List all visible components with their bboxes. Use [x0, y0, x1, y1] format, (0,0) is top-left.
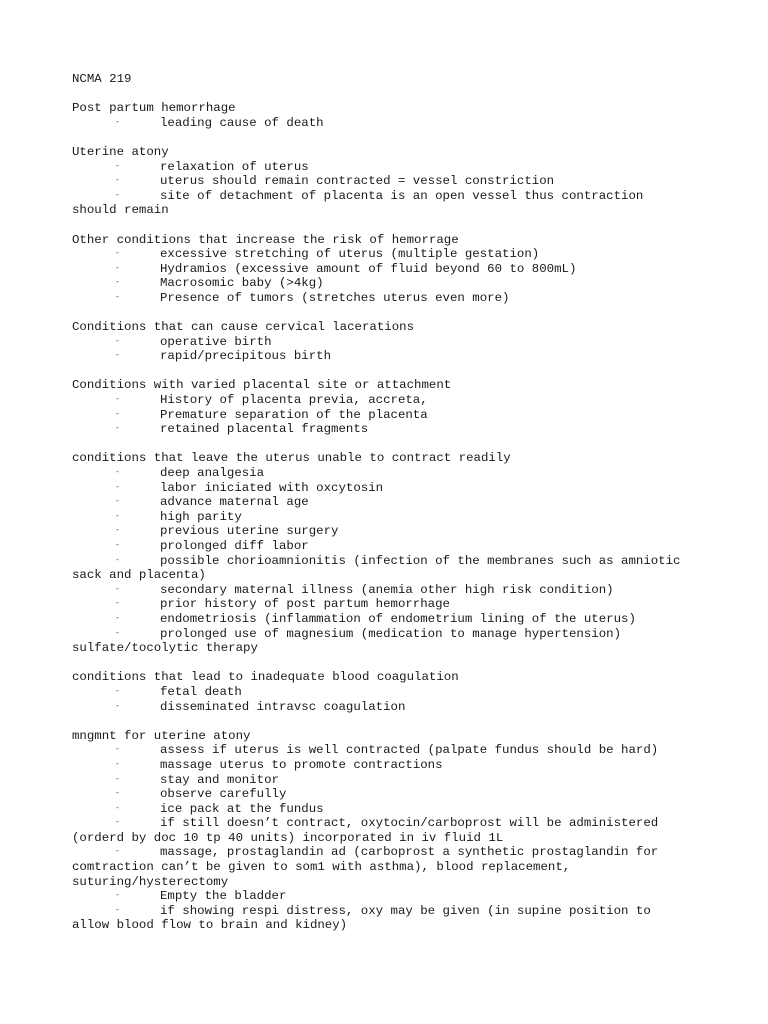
- bullet-dash-icon: -: [115, 847, 120, 857]
- list-item-text: assess if uterus is well contracted (palpate fundus should be hard): [160, 743, 659, 758]
- list-item-text: relaxation of uterus: [160, 159, 309, 174]
- section-spacer: [72, 364, 768, 379]
- section-heading: conditions that lead to inadequate blood coagulation: [72, 670, 459, 685]
- section: [72, 378, 768, 436]
- section: [72, 101, 768, 130]
- bullet-dash-icon: -: [115, 161, 120, 171]
- list-item: [72, 189, 768, 218]
- list-item-text: massage uterus to promote contractions: [160, 757, 443, 772]
- list-item-text: prolonged diff labor: [160, 539, 309, 553]
- list-item-text: if showing respi distress, oxy may be given (in supine position to: [160, 903, 651, 918]
- list-item-text: Hydramios (excessive amount of fluid beyond 60 to 800mL): [160, 261, 577, 276]
- list-item: [72, 845, 768, 889]
- list-item-text: excessive stretching of uterus (multiple gestation): [160, 247, 540, 262]
- section-heading: Conditions with varied placental site or attachment: [72, 378, 452, 393]
- list-item-text: massage, prostaglandin ad (carboprost a synthetic prostaglandin for: [160, 845, 659, 860]
- list-item: [72, 889, 768, 904]
- bullet-dash-icon: -: [115, 424, 120, 434]
- list-item: [72, 787, 768, 802]
- bullet-dash-icon: -: [115, 584, 120, 594]
- list-item: [72, 700, 768, 715]
- bullet-dash-icon: -: [115, 278, 120, 288]
- list-item: [72, 627, 768, 656]
- bullet-dash-icon: -: [115, 774, 120, 784]
- list-item: [72, 802, 768, 817]
- list-item-text: endometriosis (inflammation of endometrium lining of the uterus): [160, 611, 636, 626]
- bullet-dash-icon: -: [115, 541, 120, 550]
- bullet-dash-icon: -: [115, 818, 120, 828]
- list-item-text: high parity: [160, 509, 242, 524]
- bullet-dash-icon: -: [115, 511, 120, 521]
- section: [72, 320, 768, 364]
- list-item: [72, 554, 768, 583]
- list-item-continuation: should remain: [72, 203, 169, 218]
- list-item-text: possible chorioamnionitis (infection of the membranes such as amniotic: [160, 553, 681, 568]
- bullet-dash-icon: -: [115, 336, 120, 346]
- list-item-text: observe carefully: [160, 787, 287, 802]
- list-item: [72, 422, 768, 437]
- section-spacer: [72, 87, 768, 102]
- list-item: [72, 393, 768, 408]
- bullet-dash-icon: -: [115, 526, 120, 536]
- section-spacer: [72, 656, 768, 671]
- list-item-continuation: sulfate/tocolytic therapy: [72, 641, 258, 656]
- list-item: [72, 612, 768, 627]
- bullet-dash-icon: -: [115, 759, 120, 769]
- bullet-dash-icon: -: [115, 628, 120, 638]
- list-item-text: Macrosomic baby (>4kg): [160, 276, 324, 291]
- section-heading: Post partum hemorrhage: [72, 101, 236, 116]
- list-item: [72, 291, 768, 306]
- bullet-dash-icon: -: [115, 117, 120, 127]
- list-item: [72, 510, 768, 525]
- bullet-dash-icon: -: [115, 351, 120, 361]
- list-item: [72, 481, 768, 496]
- section-heading: conditions that leave the uterus unable to contract readily: [72, 451, 511, 466]
- bullet-dash-icon: -: [115, 176, 120, 186]
- list-item: [72, 524, 768, 539]
- section: [72, 729, 768, 933]
- bullet-dash-icon: -: [115, 613, 120, 623]
- list-item: [72, 276, 768, 291]
- bullet-dash-icon: -: [115, 409, 120, 419]
- list-item-continuation: allow blood flow to brain and kidney): [72, 918, 348, 933]
- bullet-dash-icon: -: [115, 686, 120, 696]
- list-item-text: Premature separation of the placenta: [160, 407, 428, 422]
- document-body: [72, 87, 768, 933]
- list-item-text: prolonged use of magnesium (medication to manage hypertension): [160, 626, 622, 641]
- section-spacer: [72, 714, 768, 729]
- list-item-text: leading cause of death: [160, 115, 324, 130]
- list-item-text: if still doesn’t contract, oxytocin/carboprost will be administered: [160, 816, 659, 831]
- list-item: [72, 773, 768, 788]
- list-item-text: advance maternal age: [160, 495, 309, 510]
- bullet-dash-icon: -: [115, 789, 120, 799]
- section-heading: Uterine atony: [72, 144, 169, 159]
- section: [72, 145, 768, 218]
- bullet-dash-icon: -: [115, 803, 120, 813]
- list-item-text: History of placenta previa, accreta,: [160, 393, 428, 408]
- section-heading: Other conditions that increase the risk of hemorrage: [72, 232, 459, 247]
- section: [72, 670, 768, 714]
- list-item: [72, 262, 768, 277]
- section-spacer: [72, 218, 768, 233]
- list-item: [72, 160, 768, 175]
- bullet-dash-icon: -: [115, 249, 120, 259]
- list-item-text: site of detachment of placenta is an open vessel thus contraction: [160, 188, 644, 203]
- bullet-dash-icon: -: [115, 190, 120, 200]
- list-item: [72, 743, 768, 758]
- list-item-continuation: (orderd by doc 10 tp 40 units) incorporated in iv fluid 1L: [72, 830, 504, 845]
- list-item-text: secondary maternal illness (anemia other high risk condition): [160, 582, 614, 597]
- list-item-text: operative birth: [160, 334, 272, 349]
- section-heading: Conditions that can cause cervical lacerations: [72, 320, 415, 335]
- section: [72, 233, 768, 306]
- bullet-dash-icon: -: [115, 745, 120, 755]
- list-item-continuation: sack and placenta): [72, 568, 206, 583]
- list-item: [72, 408, 768, 423]
- list-item-text: rapid/precipitous birth: [160, 349, 332, 364]
- list-item: [72, 685, 768, 700]
- list-item-text: disseminated intravsc coagulation: [160, 699, 406, 714]
- bullet-dash-icon: -: [115, 292, 120, 302]
- bullet-dash-icon: -: [115, 395, 120, 405]
- section-heading: mngmnt for uterine atony: [72, 728, 251, 743]
- bullet-dash-icon: -: [115, 263, 120, 273]
- list-item: [72, 174, 768, 189]
- list-item-text: stay and monitor: [160, 772, 279, 787]
- list-item: [72, 904, 768, 933]
- list-item-text: prior history of post partum hemorrhage: [160, 597, 450, 612]
- list-item-continuation: comtraction can’t be given to som1 with asthma), blood replacement, suturing/hysterectomy: [72, 860, 571, 889]
- list-item: [72, 247, 768, 262]
- list-item: [72, 597, 768, 612]
- bullet-dash-icon: -: [115, 599, 120, 609]
- list-item: [72, 116, 768, 131]
- list-item: [72, 583, 768, 598]
- list-item: [72, 349, 768, 364]
- section-spacer: [72, 130, 768, 145]
- bullet-dash-icon: -: [115, 468, 120, 478]
- bullet-dash-icon: -: [115, 701, 120, 711]
- list-item-text: fetal death: [160, 684, 242, 699]
- bullet-dash-icon: -: [115, 905, 120, 915]
- list-item-text: labor iniciated with oxcytosin: [160, 480, 384, 495]
- section-spacer: [72, 306, 768, 321]
- bullet-dash-icon: -: [115, 482, 120, 492]
- list-item: [72, 335, 768, 350]
- bullet-dash-icon: -: [115, 555, 120, 565]
- list-item-text: Empty the bladder: [160, 889, 287, 904]
- section-spacer: [72, 437, 768, 452]
- list-item: [72, 539, 768, 554]
- list-item-text: ice pack at the fundus: [160, 801, 324, 816]
- section: [72, 451, 768, 655]
- list-item: [72, 758, 768, 773]
- list-item-text: retained placental fragments: [160, 422, 369, 437]
- list-item-text: previous uterine surgery: [160, 524, 339, 539]
- list-item-text: Presence of tumors (stretches uterus even more): [160, 290, 510, 305]
- bullet-dash-icon: -: [115, 497, 120, 507]
- list-item-text: deep analgesia: [160, 466, 265, 481]
- bullet-dash-icon: -: [115, 891, 120, 901]
- list-item: [72, 495, 768, 510]
- document-title: NCMA 219: [72, 72, 132, 86]
- list-item-text: uterus should remain contracted = vessel constriction: [160, 174, 555, 189]
- list-item: [72, 466, 768, 481]
- list-item: [72, 816, 768, 845]
